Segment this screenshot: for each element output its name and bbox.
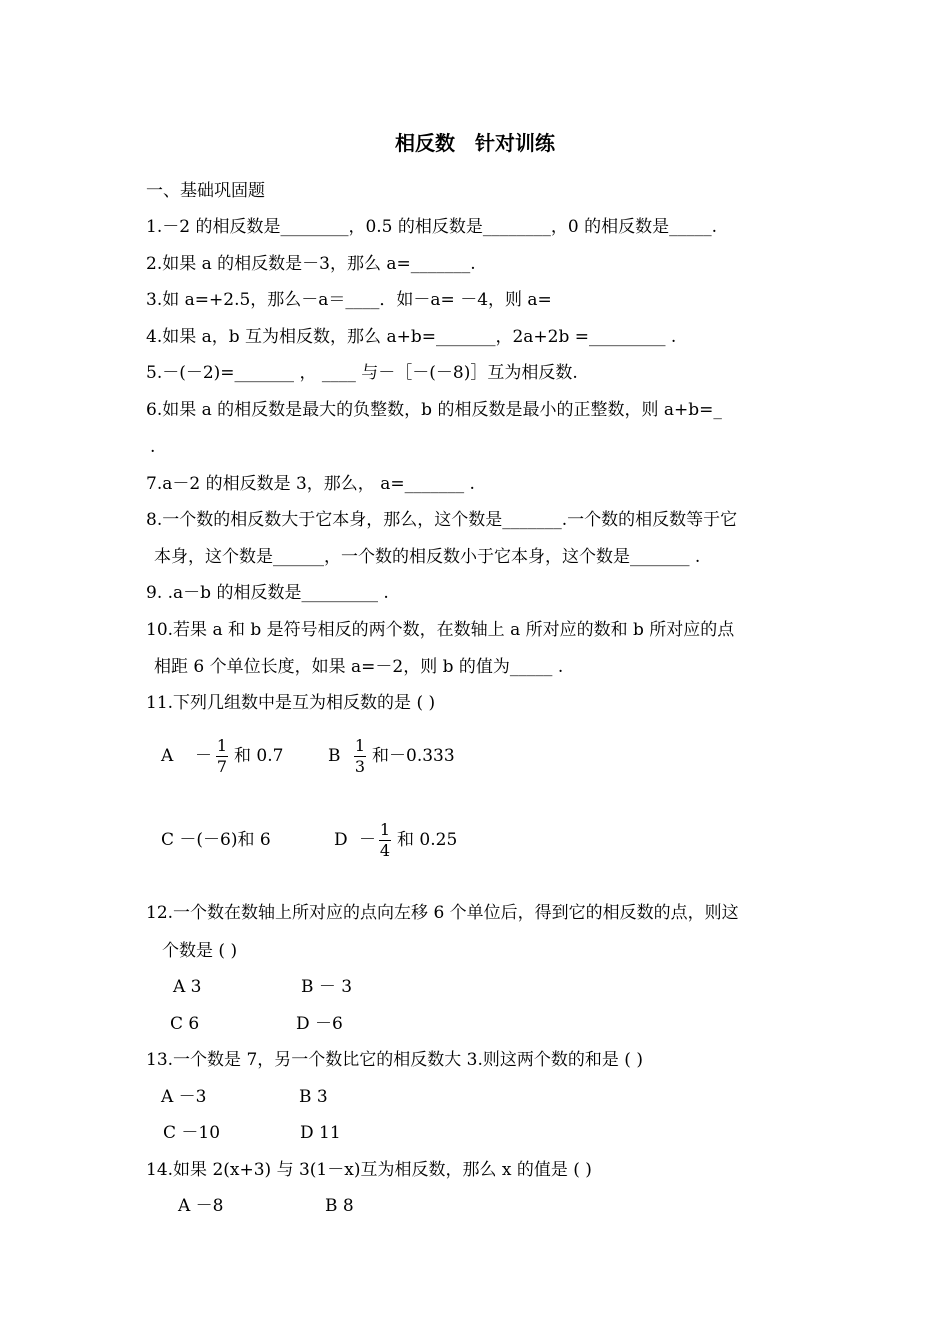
question-11: 11.下列几组数中是互为相反数的是 ( ) xyxy=(146,693,436,713)
fraction-denominator: 7 xyxy=(216,757,228,776)
fraction-numerator: 1 xyxy=(216,736,228,755)
page-title: 相反数 针对训练 xyxy=(395,131,555,155)
question-3: 3.如 a=+2.5，那么－a＝____．如－a= －4，则 a= xyxy=(146,290,552,310)
question-6: 6.如果 a 的相反数是最大的负整数，b 的相反数是最小的正整数，则 a+b=_ xyxy=(146,400,722,420)
question-14: 14.如果 2(x+3) 与 3(1－x)互为相反数，那么 x 的值是 ( ) xyxy=(146,1160,592,1180)
q11-option-d-letter: D xyxy=(334,830,348,850)
q12-option-b: B － 3 xyxy=(301,977,353,997)
q14-option-b: B 8 xyxy=(325,1196,354,1216)
question-13: 13.一个数是 7，另一个数比它的相反数大 3.则这两个数的和是 ( ) xyxy=(146,1050,643,1070)
q11-option-b-text: 和－0.333 xyxy=(372,746,455,766)
section-heading: 一、基础巩固题 xyxy=(146,181,265,201)
question-9: 9. .a－b 的相反数是_________ . xyxy=(146,583,389,603)
q14-option-a: A －8 xyxy=(178,1196,224,1216)
q11-option-a-fraction xyxy=(214,737,230,776)
q11-option-d-fraction xyxy=(377,821,393,860)
question-12: 12.一个数在数轴上所对应的点向左移 6 个单位后，得到它的相反数的点，则这 xyxy=(146,903,739,923)
q13-option-c: C －10 xyxy=(163,1123,221,1143)
q11-option-a-text: 和 0.7 xyxy=(234,746,284,766)
question-7: 7.a－2 的相反数是 3，那么， a=_______ . xyxy=(146,474,475,494)
q11-option-b-letter: B xyxy=(328,746,341,766)
q13-option-a: A －3 xyxy=(161,1087,207,1107)
question-10-continued: 相距 6 个单位长度，如果 a=－2，则 b 的值为_____ . xyxy=(154,657,564,677)
question-8: 8.一个数的相反数大于它本身，那么，这个数是_______.一个数的相反数等于它 xyxy=(146,510,738,530)
q13-option-b: B 3 xyxy=(299,1087,328,1107)
fraction-denominator: 4 xyxy=(379,841,391,860)
question-5: 5.－(－2)=_______ ， ____ 与－［－(－8)］互为相反数. xyxy=(146,363,578,383)
question-10: 10.若果 a 和 b 是符号相反的两个数，在数轴上 a 所对应的数和 b 所对应的点 xyxy=(146,620,735,640)
fraction-numerator: 1 xyxy=(379,820,391,839)
q11-option-a-letter: A xyxy=(161,746,174,766)
q11-option-c: C －(－6)和 6 xyxy=(161,830,271,850)
question-8-continued: 本身，这个数是______，一个数的相反数小于它本身，这个数是_______ . xyxy=(154,547,701,567)
q12-option-d: D －6 xyxy=(296,1014,343,1034)
fraction-numerator: 1 xyxy=(354,736,366,755)
q11-option-a-sign: － xyxy=(195,746,212,766)
fraction-denominator: 3 xyxy=(354,757,366,776)
q11-option-d-sign: － xyxy=(359,830,376,850)
q12-option-a: A 3 xyxy=(173,977,202,997)
q13-option-d: D 11 xyxy=(300,1123,341,1143)
q11-option-b-fraction xyxy=(352,737,368,776)
question-12-continued: 个数是 ( ) xyxy=(162,941,238,961)
question-2: 2.如果 a 的相反数是－3，那么 a=_______. xyxy=(146,254,476,274)
question-1: 1.－2 的相反数是________，0.5 的相反数是________，0 的相反数是_____. xyxy=(146,217,718,237)
q12-option-c: C 6 xyxy=(170,1014,200,1034)
q11-option-d-text: 和 0.25 xyxy=(397,830,458,850)
question-6-continued: . xyxy=(150,437,156,457)
question-4: 4.如果 a，b 互为相反数，那么 a+b=_______，2a+2b =_________ . xyxy=(146,327,677,347)
